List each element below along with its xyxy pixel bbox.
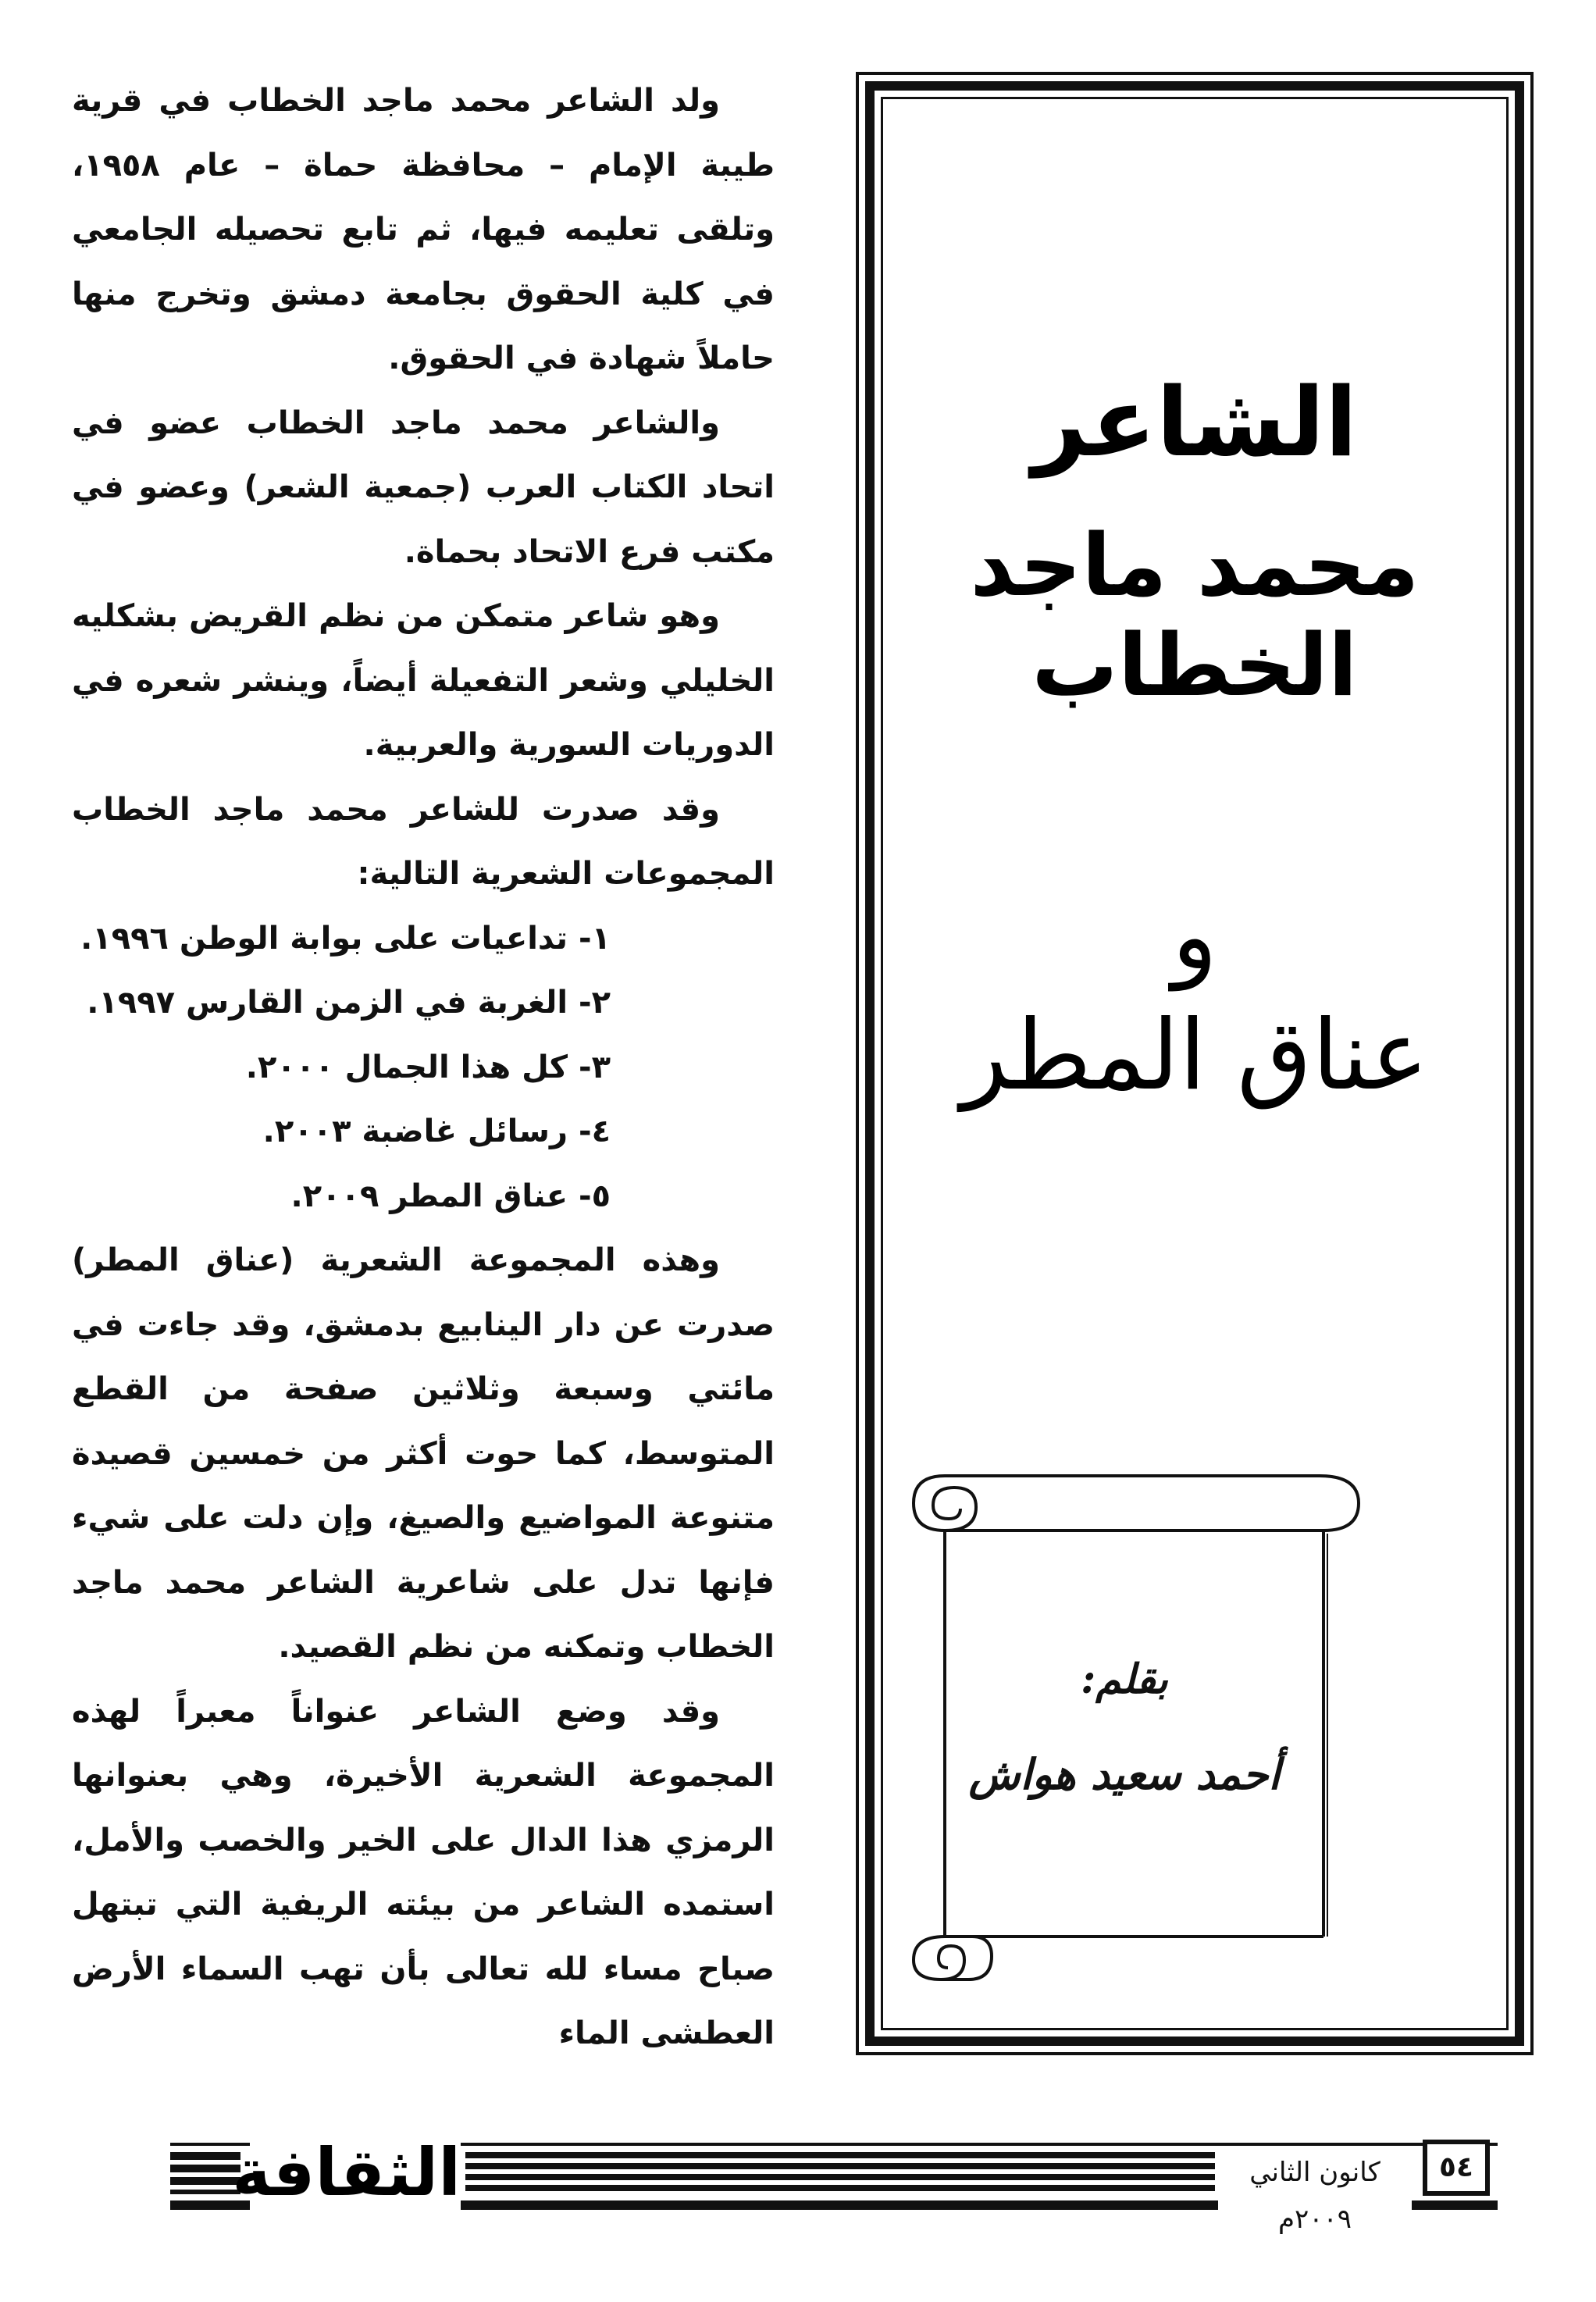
scroll-illustration [898,1468,1366,1983]
title-conjunction: و [1172,882,1217,991]
paragraph-book-details: وهذه المجموعة الشعرية (عناق المطر) صدرت عن دار الينابيع بدمشق، وقد جاءت في مائتي وسبعة وثلاثين صفحة من القطع المتوسط، كما حوت أكثر من خمسين قصيدة متنوعة المواضيع والصيغ، وإن دلت على شيء فإنها تدل على شاعرية الشاعر محمد ماجد الخطاب وتمكنه من نظم القصيد. [72,1242,775,1665]
footer-stripes-middle [465,2152,1215,2194]
page-number: ٥٤ [1423,2140,1490,2196]
list-item: ١- تداعيات على بوابة الوطن ١٩٩٦. [80,920,611,957]
magazine-logo: الثقافة [232,2134,461,2211]
paragraph-membership: والشاعر محمد ماجد الخطاب عضو في اتحاد الكتاب العرب (جمعية الشعر) وعضو في مكتب فرع الاتحاد بحماة. [72,404,775,570]
issue-date: كانون الثاني ٢٠٠٩م [1218,2149,1412,2243]
list-item: ٣- كل هذا الجمال ٢٠٠٠. [245,1049,611,1085]
paragraph-title-meaning: وقد وضع الشاعر عنواناً معبراً لهذه المجموعة الشعرية الأخيرة، وهي بعنوانها الرمزي هذا الدال على الخير والخصب والأمل، استمده الشاعر من بيئته الريفية التي تبتهل صباح مساء لله تعالى بأن تهب السماء الأرض العطشى الماء [72,1693,775,2051]
article-body [72,69,775,2066]
byline-label: بقلم: [1081,1655,1168,1703]
author-name: أحمد سعيد هواش [968,1749,1281,1799]
title-book-name: عناق المطر [960,1000,1429,1112]
list-item: ٥- عناق المطر ٢٠٠٩. [290,1178,611,1214]
paragraph-poetry-style: وهو شاعر متمكن من نظم القريض بشكليه الخليلي وشعر التفعيلة أيضاً، وينشر شعره في الدوريات السورية والعربية. [72,598,775,763]
list-item: ٢- الغربة في الزمن القارس ١٩٩٧. [87,985,611,1021]
paragraph-collections-intro: وقد صدرت للشاعر محمد ماجد الخطاب المجموعات الشعرية التالية: [72,791,775,892]
title-poet-label: الشاعر [1031,367,1358,478]
title-poet-name: محمد ماجد الخطاب [970,515,1420,715]
list-item: ٤- رسائل غاضبة ٢٠٠٣. [262,1114,611,1149]
footer-stripes-left [170,2152,240,2194]
paragraph-birth: ولد الشاعر محمد ماجد الخطاب في قرية طيبة الإمام – محافظة حماة – عام ١٩٥٨، وتلقى تعليمه فيها، ثم تابع تحصيله الجامعي في كلية الحقوق بجامعة دمشق وتخرج منها حاملاً شهادة في الحقوق. [72,83,775,376]
collections-list [72,907,775,1229]
